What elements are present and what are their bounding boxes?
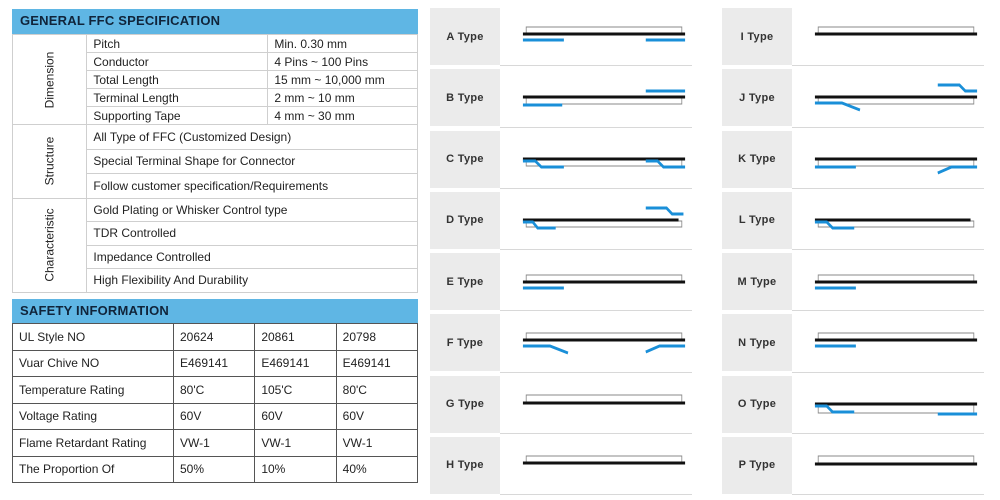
row-divider <box>792 310 984 311</box>
safety-value: E469141 <box>174 350 255 377</box>
film-outline <box>526 27 682 33</box>
type-diagram <box>792 200 982 240</box>
row-divider <box>500 188 692 189</box>
type-row <box>430 8 692 69</box>
spec-value: Min. 0.30 mm <box>268 35 418 53</box>
type-diagram <box>500 200 690 240</box>
spec-label: Follow customer specification/Requirements <box>87 174 418 199</box>
spec-value: 4 Pins ~ 100 Pins <box>268 53 418 71</box>
type-row <box>430 131 692 192</box>
type-label: D Type <box>430 192 500 249</box>
safety-row <box>13 324 418 351</box>
type-row <box>722 253 984 314</box>
row-divider <box>500 310 692 311</box>
type-row <box>722 376 984 437</box>
type-row <box>430 69 692 130</box>
spec-label: Terminal Length <box>87 89 268 107</box>
spec-row <box>13 35 418 53</box>
safety-label: Temperature Rating <box>13 377 174 404</box>
spec-label: Supporting Tape <box>87 107 268 125</box>
type-row <box>722 192 984 253</box>
type-label: I Type <box>722 8 792 65</box>
safety-value: 50% <box>174 456 255 483</box>
safety-table <box>12 323 418 483</box>
type-label: C Type <box>430 131 500 188</box>
safety-row <box>13 377 418 404</box>
film-outline <box>526 333 682 339</box>
row-divider <box>792 249 984 250</box>
spec-value: 2 mm ~ 10 mm <box>268 89 418 107</box>
type-diagram <box>792 445 982 485</box>
types-right-column <box>722 8 984 498</box>
spec-row <box>13 198 418 222</box>
spec-category-label: Structure <box>42 136 57 186</box>
spec-label: All Type of FFC (Customized Design) <box>87 125 418 150</box>
row-divider <box>500 494 692 495</box>
type-diagram <box>500 322 690 362</box>
spec-value: 15 mm ~ 10,000 mm <box>268 71 418 89</box>
stiffener-tape <box>938 85 977 91</box>
safety-label: Flame Retardant Rating <box>13 430 174 457</box>
spec-label: Impedance Controlled <box>87 245 418 269</box>
film-outline <box>526 275 682 281</box>
safety-title: SAFETY INFORMATION <box>12 299 418 323</box>
row-divider <box>792 494 984 495</box>
safety-value: VW-1 <box>255 430 336 457</box>
type-label: A Type <box>430 8 500 65</box>
types-left-column <box>430 8 692 498</box>
type-diagram <box>792 16 982 56</box>
row-divider <box>792 372 984 373</box>
row-divider <box>792 188 984 189</box>
type-diagram <box>792 261 982 301</box>
spec-category-label: Dimension <box>42 51 57 108</box>
film-outline <box>526 98 682 104</box>
safety-value: 10% <box>255 456 336 483</box>
safety-row <box>13 430 418 457</box>
type-label: K Type <box>722 131 792 188</box>
type-row <box>722 131 984 192</box>
film-outline <box>818 333 974 339</box>
spec-category <box>13 125 87 199</box>
safety-value: 60V <box>336 403 417 430</box>
type-row <box>430 253 692 314</box>
safety-value: VW-1 <box>174 430 255 457</box>
type-label: F Type <box>430 314 500 371</box>
type-diagram <box>792 322 982 362</box>
type-label: G Type <box>430 376 500 433</box>
safety-value: 60V <box>174 403 255 430</box>
type-diagram <box>500 261 690 301</box>
stiffener-tape <box>646 346 685 352</box>
safety-row <box>13 403 418 430</box>
safety-value: 20624 <box>174 324 255 351</box>
type-label: J Type <box>722 69 792 126</box>
type-label: N Type <box>722 314 792 371</box>
row-divider <box>500 127 692 128</box>
stiffener-tape <box>646 208 684 214</box>
type-label: O Type <box>722 376 792 433</box>
spec-label: Gold Plating or Whisker Control type <box>87 198 418 222</box>
safety-label: Vuar Chive NO <box>13 350 174 377</box>
type-label: P Type <box>722 437 792 494</box>
film-outline <box>526 456 682 462</box>
type-label: H Type <box>430 437 500 494</box>
safety-value: E469141 <box>336 350 417 377</box>
type-diagram <box>792 139 982 179</box>
spec-label: Conductor <box>87 53 268 71</box>
type-diagram <box>500 445 690 485</box>
type-diagram <box>500 16 690 56</box>
type-diagram <box>500 384 690 424</box>
stiffener-tape <box>523 346 568 353</box>
spec-label: High Flexibility And Durability <box>87 269 418 293</box>
type-label: L Type <box>722 192 792 249</box>
safety-value: 60V <box>255 403 336 430</box>
row-divider <box>500 372 692 373</box>
type-row <box>430 314 692 375</box>
row-divider <box>792 433 984 434</box>
safety-label: UL Style NO <box>13 324 174 351</box>
stiffener-tape <box>938 167 977 173</box>
row-divider <box>792 127 984 128</box>
safety-row <box>13 350 418 377</box>
type-label: M Type <box>722 253 792 310</box>
safety-value: VW-1 <box>336 430 417 457</box>
type-row <box>722 8 984 69</box>
row-divider <box>792 65 984 66</box>
film-outline <box>818 160 974 166</box>
spec-label: TDR Controlled <box>87 222 418 246</box>
type-diagram <box>500 139 690 179</box>
film-outline <box>818 27 974 33</box>
type-label: B Type <box>430 69 500 126</box>
safety-label: The Proportion Of <box>13 456 174 483</box>
film-outline <box>818 221 974 227</box>
spec-table <box>12 34 418 293</box>
row-divider <box>500 433 692 434</box>
spec-category <box>13 198 87 292</box>
safety-label: Voltage Rating <box>13 403 174 430</box>
film-outline <box>526 221 682 227</box>
spec-label: Special Terminal Shape for Connector <box>87 149 418 174</box>
safety-value: 40% <box>336 456 417 483</box>
type-row <box>430 192 692 253</box>
safety-value: E469141 <box>255 350 336 377</box>
type-diagram <box>792 384 982 424</box>
type-row <box>430 437 692 498</box>
safety-value: 80'C <box>174 377 255 404</box>
safety-value: 20798 <box>336 324 417 351</box>
safety-row <box>13 456 418 483</box>
type-row <box>430 376 692 437</box>
spec-value: 4 mm ~ 30 mm <box>268 107 418 125</box>
spec-label: Total Length <box>87 71 268 89</box>
type-diagram <box>500 77 690 117</box>
safety-value: 80'C <box>336 377 417 404</box>
spec-row <box>13 125 418 150</box>
type-diagram <box>792 77 982 117</box>
safety-value: 105'C <box>255 377 336 404</box>
type-row <box>722 69 984 130</box>
type-row <box>722 314 984 375</box>
spec-label: Pitch <box>87 35 268 53</box>
spec-category <box>13 35 87 125</box>
safety-value: 20861 <box>255 324 336 351</box>
spec-title: GENERAL FFC SPECIFICATION <box>12 9 418 34</box>
row-divider <box>500 249 692 250</box>
row-divider <box>500 65 692 66</box>
spec-category-label: Characteristic <box>42 208 57 282</box>
type-row <box>722 437 984 498</box>
film-outline <box>818 275 974 281</box>
type-label: E Type <box>430 253 500 310</box>
